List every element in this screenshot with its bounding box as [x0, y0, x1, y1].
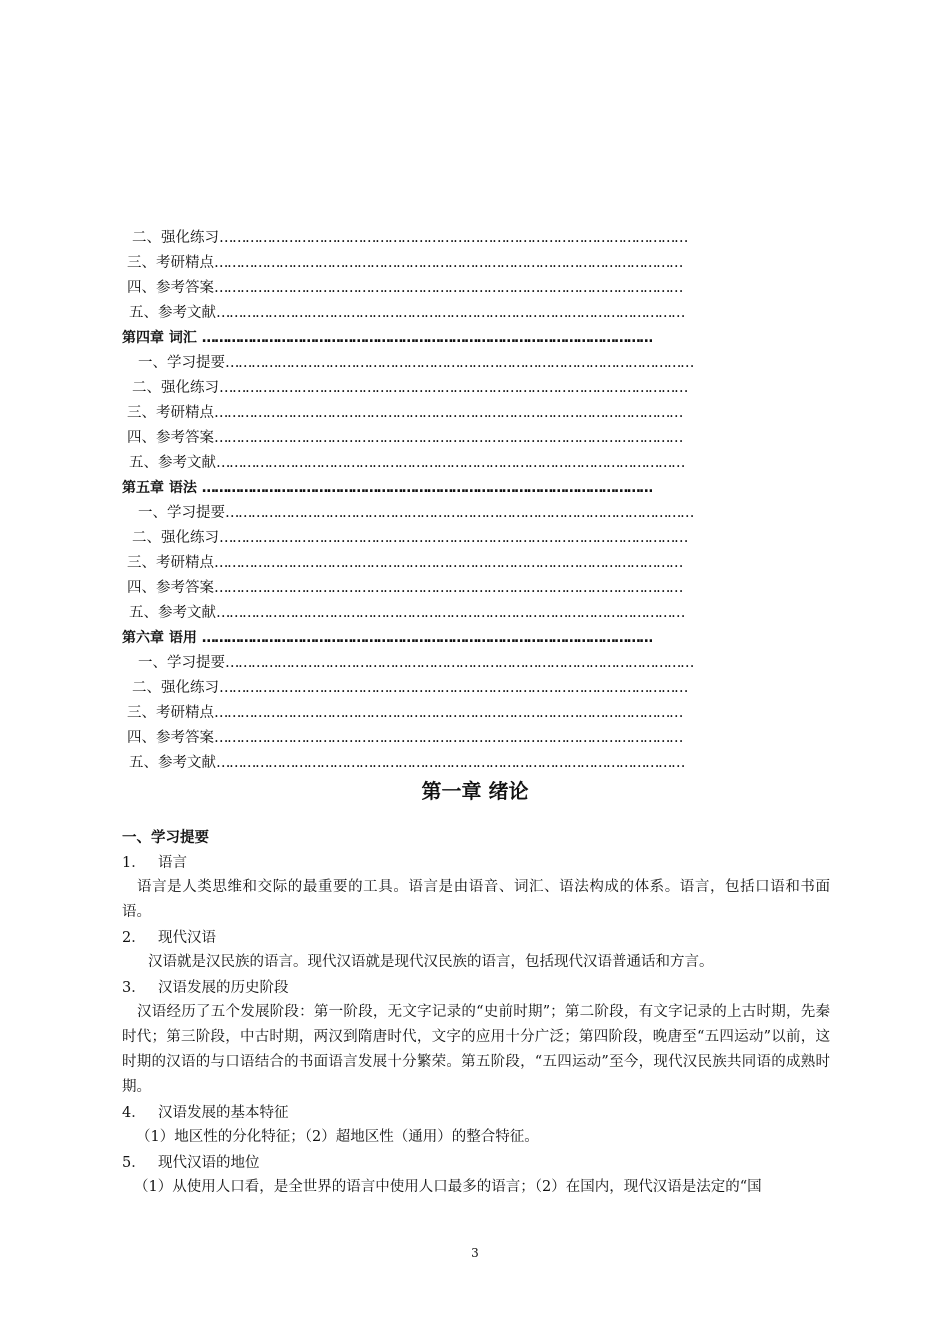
toc-entry: 三、考研精点……………………………………………………………………………………………… — [127, 255, 682, 271]
item-paragraph: （1）地区性的分化特征；（2）超地区性（通用）的整合特征。 — [136, 1129, 539, 1145]
toc-entry: 四、参考答案……………………………………………………………………………………………… — [127, 730, 682, 746]
chapter-title: 第一章 绪论 — [421, 779, 529, 803]
toc-entry: 四、参考答案……………………………………………………………………………………………… — [127, 430, 682, 446]
item-paragraph: 汉语就是汉民族的语言。现代汉语就是现代汉民族的语言，包括现代汉语普通话和方言。 — [148, 954, 714, 970]
item-heading: 2． 现代汉语 — [122, 930, 216, 946]
toc-entry: 二、强化练习……………………………………………………………………………………………… — [132, 230, 687, 246]
toc-entry: 五、参考文献……………………………………………………………………………………………… — [129, 605, 684, 621]
item-heading: 3． 汉语发展的历史阶段 — [122, 980, 289, 996]
item-paragraph: （1）从使用人口看，是全世界的语言中使用人口最多的语言；（2）在国内，现代汉语是法定的“国 — [134, 1179, 762, 1195]
toc-entry: 三、考研精点……………………………………………………………………………………………… — [127, 405, 682, 421]
toc-chapter-entry: 第五章 语法 ……………………………………………………………………………………………… — [122, 480, 652, 496]
item-heading: 5． 现代汉语的地位 — [122, 1155, 260, 1171]
toc-entry: 二、强化练习……………………………………………………………………………………………… — [132, 530, 687, 546]
toc-entry: 一、学习提要……………………………………………………………………………………………… — [138, 655, 693, 671]
toc-entry: 五、参考文献……………………………………………………………………………………………… — [129, 455, 684, 471]
toc-entry: 四、参考答案……………………………………………………………………………………………… — [127, 580, 682, 596]
item-paragraph: 语言是人类思维和交际的最重要的工具。语言是由语音、词汇、语法构成的体系。语言，包括口语和书面语。 — [122, 879, 830, 920]
toc-entry: 一、学习提要……………………………………………………………………………………………… — [138, 505, 693, 521]
item-heading: 4． 汉语发展的基本特征 — [122, 1105, 289, 1121]
section-title: 一、学习提要 — [122, 830, 209, 846]
toc-entry: 二、强化练习……………………………………………………………………………………………… — [132, 380, 687, 396]
item-heading: 1． 语言 — [122, 855, 187, 871]
toc-entry: 三、考研精点……………………………………………………………………………………………… — [127, 555, 682, 571]
toc-chapter-entry: 第六章 语用 ……………………………………………………………………………………………… — [122, 630, 652, 646]
toc-entry: 五、参考文献……………………………………………………………………………………………… — [129, 305, 684, 321]
toc-entry: 五、参考文献……………………………………………………………………………………………… — [129, 755, 684, 771]
toc-entry: 一、学习提要……………………………………………………………………………………………… — [138, 355, 693, 371]
toc-entry: 四、参考答案……………………………………………………………………………………………… — [127, 280, 682, 296]
toc-entry: 二、强化练习……………………………………………………………………………………………… — [132, 680, 687, 696]
page-number: 3 — [471, 1246, 479, 1260]
toc-entry: 三、考研精点……………………………………………………………………………………………… — [127, 705, 682, 721]
toc-chapter-entry: 第四章 词汇 ……………………………………………………………………………………………… — [122, 330, 652, 346]
item-paragraph: 汉语经历了五个发展阶段：第一阶段，无文字记录的“史前时期”；第二阶段，有文字记录的上古时期，先秦时代；第三阶段，中古时期，两汉到隋唐时代，文字的应用十分广泛；第四阶段，晚唐至“五四运动”以前，这时期的汉语的与口语结合的书面语言发展十分繁荣。第五阶段，“五四运动”至今，现代汉民族共同语的成熟时期。 — [122, 1004, 830, 1095]
